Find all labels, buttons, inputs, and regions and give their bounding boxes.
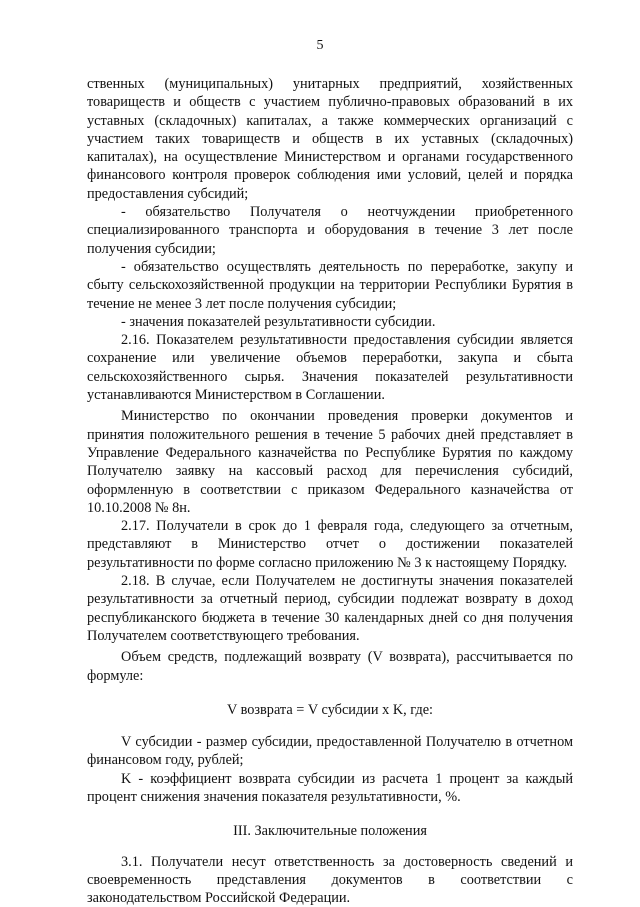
paragraph: ственных (муниципальных) унитарных предприятий, хозяйственных товариществ и обществ с участием публично-правовых образований в их уставных (складочных) капиталах, а также коммерческих организаций с участием таких товариществ и обществ в их уставных (складочных) капиталах), на осуществление Министерством и органами государственного финансового контроля проверок соблюдения ими условий, целей и порядка предоставления субсидий;	[87, 76, 573, 202]
paragraph: 2.18. В случае, если Получателем не достигнуты значения показателей результативности за отчетный период, субсидии подлежат возврату в доход республиканского бюджета в течение 30 календарных дней со дня получения Получателем соответствующего требования.	[87, 573, 573, 644]
section-heading: III. Заключительные положения	[233, 823, 427, 840]
paragraph: - обязательство Получателя о неотчуждении приобретенного специализированного транспорта и оборудования в течение 3 лет после получения субсидии;	[87, 204, 573, 257]
page-number: 5	[316, 38, 324, 53]
paragraph: V субсидии - размер субсидии, предоставленной Получателю в отчетном финансовом году, рублей;	[87, 734, 573, 769]
paragraph: 3.1. Получатели несут ответственность за достоверность сведений и своевременность представления документов в соответствии с законодательством Российской Федерации.	[87, 853, 573, 907]
paragraph: 2.16. Показателем результативности предоставления субсидии является сохранение или увеличение объемов переработки, закупа и сбыта сельскохозяйственного сырья. Значения показателей результативности устанавливаются Министерством в Соглашении.	[87, 332, 573, 404]
formula: V возврата = V субсидии x K, где:	[226, 701, 434, 718]
paragraph: - обязательство осуществлять деятельность по переработке, закупу и сбыту сельскохозяйственной продукции на территории Республики Бурятия в течение не менее 3 лет после получения субсидии;	[87, 258, 573, 312]
paragraph: Объем средств, подлежащий возврату (V возврата), рассчитывается по формуле:	[87, 649, 573, 684]
document-body	[87, 75, 573, 907]
paragraph: - значения показателей результативности субсидии.	[121, 313, 436, 330]
paragraph: 2.17. Получатели в срок до 1 февраля года, следующего за отчетным, представляют в Министерство отчет о достижении показателей результативности по форме согласно приложению № 3 к настоящему Порядку.	[87, 518, 573, 571]
paragraph: Министерство по окончании проведения проверки документов и принятия положительного решения в течение 5 рабочих дней представляет в Управление Федерального казначейства по Республике Бурятия по каждому Получателю заявку на кассовый расход для перечисления субсидий, оформленную в соответствии с приказом Федерального казначейства от 10.10.2008 № 8н.	[87, 408, 573, 516]
paragraph: K - коэффициент возврата субсидии из расчета 1 процент за каждый процент снижения значения показателя результативности, %.	[87, 770, 573, 805]
